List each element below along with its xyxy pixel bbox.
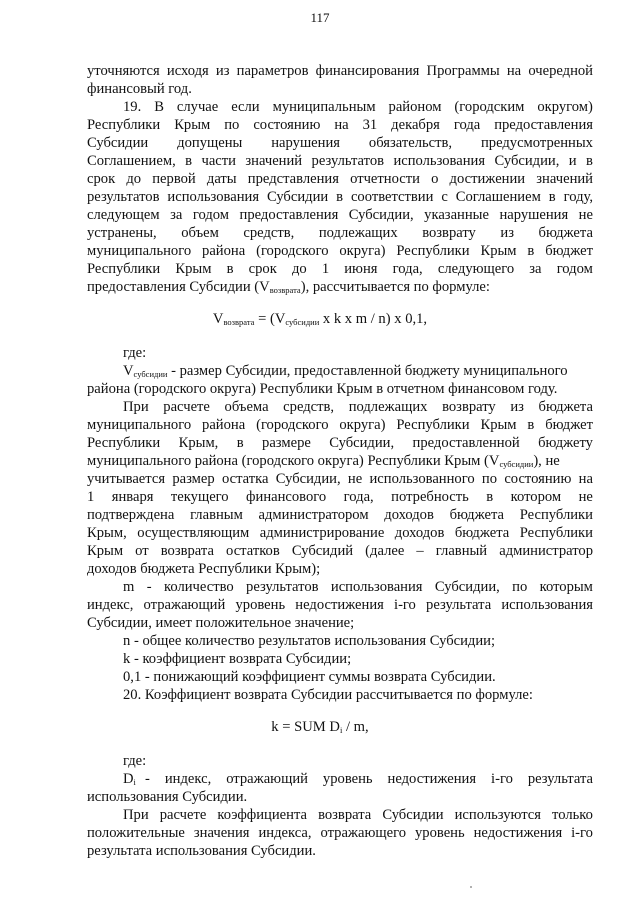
word: При (123, 399, 149, 415)
word: нарушения (271, 135, 340, 151)
word: финансового (246, 489, 327, 505)
where-label: где: (123, 753, 147, 769)
word: объем (181, 225, 219, 241)
word: Республики (87, 261, 161, 277)
word: администратор (499, 543, 593, 559)
word: Крым (174, 117, 211, 133)
word: Соглашением (455, 189, 541, 205)
word: остатка (221, 471, 269, 487)
word: по (224, 117, 240, 133)
word: Субсидии (87, 135, 149, 151)
word: - (145, 771, 150, 787)
word: подлежащих (318, 225, 398, 241)
word: (городского (256, 417, 329, 433)
word: i-го (571, 825, 593, 841)
word: используются (454, 807, 541, 823)
word: указанные (424, 207, 489, 223)
text-line: предоставления Субсидии $(V_{возврата})$, рассчитывается по формуле: (87, 279, 490, 295)
word: Республики (396, 417, 470, 433)
word: муниципального (87, 243, 192, 259)
word: недостижения (387, 771, 477, 787)
word: по (512, 579, 528, 595)
paragraph-final-start (123, 806, 593, 824)
word: учитывается (87, 471, 166, 487)
word: доходов (384, 507, 434, 523)
word: округа) (339, 243, 386, 259)
word: возврата (160, 543, 214, 559)
text-line (87, 242, 593, 260)
word: на (506, 63, 522, 79)
word: (далее (365, 543, 405, 559)
word: уровень (415, 825, 465, 841)
text-line: доходов бюджета Республики Крым); (87, 561, 321, 577)
word: размере (262, 435, 311, 451)
word: m (123, 579, 135, 595)
word: если (231, 99, 260, 115)
word: Крым (175, 261, 212, 277)
word: Субсидии, (275, 471, 341, 487)
word: округа) (339, 417, 386, 433)
word: использования (501, 597, 593, 613)
word: расчете (159, 807, 207, 823)
word: предоставленной (412, 435, 520, 451)
text-line (87, 416, 593, 434)
word: Крым (480, 243, 517, 259)
word: только (552, 807, 593, 823)
word: финансирования (315, 63, 420, 79)
word: в (236, 435, 244, 451)
word: июня (344, 261, 378, 277)
word: значений (245, 153, 303, 169)
word: даты (206, 171, 237, 187)
word: части (201, 153, 236, 169)
word: районом (388, 99, 442, 115)
word: подтверждена (87, 507, 175, 523)
word: в (486, 489, 494, 505)
word: администратором (258, 507, 369, 523)
word: бюджету (538, 435, 593, 451)
word: бюджета (538, 225, 593, 241)
word: по (481, 471, 498, 487)
text-line: Субсидии, имеет положительное значение; (87, 615, 355, 631)
word: в (336, 189, 344, 205)
word: средств, (243, 225, 295, 241)
word: Крым (480, 417, 517, 433)
word: в (527, 243, 535, 259)
word: года, (343, 489, 374, 505)
text-line (87, 542, 593, 560)
definition-k: k - коэффициент возврата Субсидии; (123, 651, 352, 667)
word: средств, (283, 399, 335, 415)
definition-v-subsidy: $V_{субсидии}$ - размер Субсидии, предоставленной бюджету муниципального (123, 363, 568, 379)
word: администрирование (259, 525, 385, 541)
word: – (416, 543, 424, 559)
word: на (578, 471, 593, 487)
word: предоставления (494, 117, 593, 133)
word: не (578, 489, 593, 505)
text-line (87, 434, 593, 452)
word: уровень (235, 597, 286, 613)
word: бюджет (545, 417, 593, 433)
word: состоянию (253, 117, 321, 133)
text-line: результата использования Субсидии. (87, 843, 316, 859)
word: возврату (422, 225, 476, 241)
word: года (453, 117, 481, 133)
word: При (123, 807, 149, 823)
word: Субсидий (291, 543, 354, 559)
word: в (548, 189, 556, 205)
word: результатов (311, 153, 385, 169)
word: из (215, 63, 230, 79)
word: Республики (519, 507, 593, 523)
text-line (87, 506, 593, 524)
word: района (202, 243, 246, 259)
word: Республики (396, 243, 470, 259)
word: в (586, 153, 593, 169)
word: Субсидии, (434, 579, 500, 595)
word: которым (539, 579, 593, 595)
word: потребность (391, 489, 469, 505)
word: использованного (369, 471, 475, 487)
text-line: финансовый год. (87, 81, 192, 97)
text-line: района (городского округа) Республики Крым в отчетном финансовом году. (87, 381, 558, 397)
word: января (111, 489, 154, 505)
word: подлежащих (348, 399, 428, 415)
word: осуществляющим (137, 525, 250, 541)
word: случае (176, 99, 219, 115)
word: достижении (449, 171, 526, 187)
paragraph-20: 20. Коэффициент возврата Субсидии рассчитывается по формуле: (123, 687, 533, 703)
word: расчете (163, 399, 210, 415)
word: использования (393, 153, 486, 169)
word: котором (510, 489, 562, 505)
word: результата (426, 597, 492, 613)
word: из (510, 399, 524, 415)
word: состоянию (504, 471, 572, 487)
word: результатов (246, 579, 319, 595)
word: результатов (87, 189, 160, 205)
word: параметров (236, 63, 309, 79)
paragraph-calc-start (123, 398, 593, 416)
formula-return-volume: $V_{возврата} = (V_{субсидии}$ x k x m / n) x 0,1, (212, 311, 428, 327)
word: размер (172, 471, 215, 487)
word: исходя (166, 63, 209, 79)
word: годом (556, 261, 593, 277)
word: 1 (321, 261, 330, 277)
text-line (87, 116, 593, 134)
word: (городским (454, 99, 525, 115)
word: 19. (123, 99, 142, 115)
word: Субсидии (266, 189, 329, 205)
text-line (87, 62, 593, 80)
page-number: 117 (310, 10, 330, 25)
word: главным (190, 507, 243, 523)
word: следующего (437, 261, 515, 277)
word: Субсидии (382, 807, 444, 823)
word: отражающий (143, 597, 226, 613)
word: индекса, (258, 825, 312, 841)
word: возврата (318, 807, 372, 823)
word: Республики (87, 117, 161, 133)
text-line (87, 224, 593, 242)
word: предусмотренных (480, 135, 593, 151)
word: не (347, 471, 363, 487)
definition-d: $D_i$ - индекс, отражающий уровень недостижения i-го результата (123, 770, 593, 791)
word: обязательств, (368, 135, 453, 151)
word: срок (87, 171, 116, 187)
text-line (87, 170, 593, 188)
word: о (431, 171, 439, 187)
text-line (87, 152, 593, 170)
text-line (87, 824, 593, 842)
text-line: муниципального района (городского округа) Республики Крым $(V_{субсидии})$, не (87, 453, 560, 469)
word: количество (163, 579, 234, 595)
word: индекс, (87, 597, 134, 613)
word: до (291, 261, 307, 277)
word: муниципальным (272, 99, 376, 115)
paragraph-19-start (123, 98, 593, 116)
word: Соглашением, (87, 153, 176, 169)
word: уровень (322, 771, 373, 787)
word: из (500, 225, 514, 241)
word: текущего (170, 489, 229, 505)
word: в (527, 417, 535, 433)
word: нарушения (499, 207, 569, 223)
word: значения (193, 825, 250, 841)
word: от (135, 543, 149, 559)
word: остатков (226, 543, 280, 559)
word: 31 (362, 117, 378, 133)
word: бюджет (545, 243, 593, 259)
text-line (87, 596, 593, 614)
word: в (185, 153, 193, 169)
word: в (226, 261, 234, 277)
word: Республики (519, 525, 593, 541)
word: Крым, (178, 435, 219, 451)
text-line (87, 188, 593, 206)
word: бюджета (449, 507, 505, 523)
word: Субсидии, (348, 207, 414, 223)
word: на (334, 117, 349, 133)
word: i-го (394, 597, 416, 613)
word: отражающего (320, 825, 407, 841)
word: уточняются (87, 63, 160, 79)
word: индекс, (164, 771, 212, 787)
word: положительные (87, 825, 185, 841)
word: недостижения (473, 825, 563, 841)
word: отчетности (350, 171, 420, 187)
word: результата (527, 771, 593, 787)
word: устранены, (87, 225, 157, 241)
word: предоставления (239, 207, 339, 223)
word: Республики (87, 435, 161, 451)
word: срок (248, 261, 277, 277)
word: Субсидии, (494, 153, 560, 169)
word: годом (192, 207, 230, 223)
word: 1 (87, 489, 95, 505)
word: и (568, 153, 577, 169)
word: бюджета (454, 525, 510, 541)
word: за (529, 261, 542, 277)
word: района (202, 417, 246, 433)
word: значений (536, 171, 593, 187)
word: Программы (426, 63, 500, 79)
word: следующем (87, 207, 160, 223)
word: Субсидии, (329, 435, 395, 451)
word: декабря (391, 117, 440, 133)
word: за (170, 207, 183, 223)
word: коэффициента (217, 807, 308, 823)
word: объема (224, 399, 269, 415)
word: округом) (537, 99, 593, 115)
text-line (87, 206, 593, 224)
definition-m (123, 578, 593, 596)
word: - (146, 579, 152, 595)
word: не (578, 207, 593, 223)
word: допущены (177, 135, 243, 151)
word: бюджета (538, 399, 593, 415)
text-line (87, 524, 593, 542)
word: года, (392, 261, 423, 277)
word: доходов (394, 525, 445, 541)
text-line (87, 134, 593, 152)
word: использования (167, 189, 260, 205)
word: возврату (442, 399, 496, 415)
definition-n: n - общее количество результатов использования Субсидии; (123, 633, 496, 649)
word: Крым (87, 543, 124, 559)
word: i-го (491, 771, 513, 787)
scan-speck (470, 886, 472, 888)
definition-coefficient: 0,1 - понижающий коэффициент суммы возврата Субсидии. (123, 669, 496, 685)
word: использования (330, 579, 423, 595)
word: (городского (256, 243, 329, 259)
word: Крым, (87, 525, 127, 541)
word: В (154, 99, 164, 115)
word: соответствии (350, 189, 434, 205)
word: муниципального (87, 417, 192, 433)
formula-return-coefficient: k = SUM $D_i$ / m, (271, 719, 369, 735)
word: до (126, 171, 142, 187)
text-line (87, 470, 593, 488)
word: первой (152, 171, 196, 187)
text-line (87, 260, 593, 278)
word: главный (435, 543, 488, 559)
word: году, (563, 189, 593, 205)
where-label: где: (123, 345, 147, 361)
text-line: использования Субсидии. (87, 789, 248, 805)
word: с (441, 189, 448, 205)
word: отражающий (226, 771, 308, 787)
text-line (87, 488, 593, 506)
word: очередной (528, 63, 593, 79)
word: представления (247, 171, 339, 187)
word: недостижения (295, 597, 384, 613)
